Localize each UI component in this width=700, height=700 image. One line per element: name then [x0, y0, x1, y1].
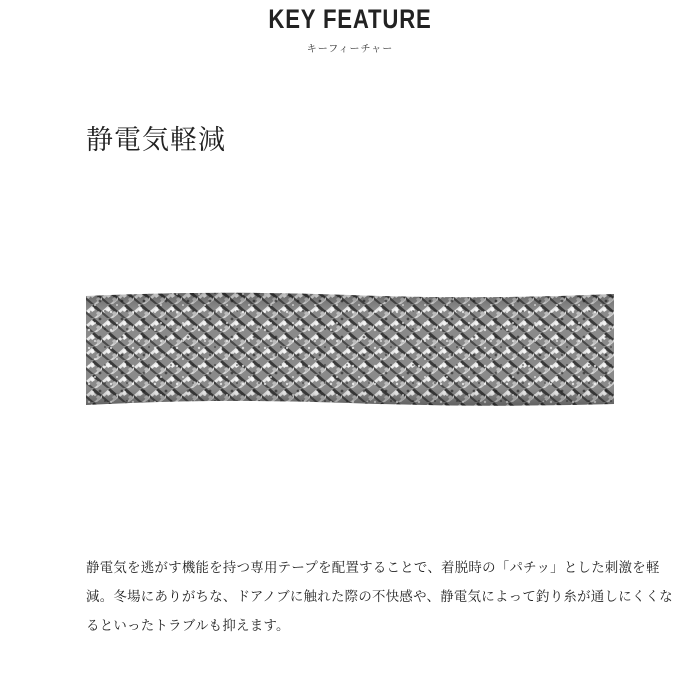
header-subtitle: キーフィーチャー — [306, 44, 394, 55]
braided-tape-image — [86, 290, 614, 408]
description-line: 静電気を逃がす機能を持つ専用テープを配置することで、着脱時の「パチッ」とした刺激を軽 — [86, 561, 660, 576]
header-title: KEY FEATURE — [268, 4, 432, 34]
description-line: 減。冬場にありがちな、ドアノブに触れた際の不快感や、静電気によって釣り糸が通しにくくな — [86, 590, 673, 605]
feature-description — [86, 554, 673, 641]
feature-heading: 静電気軽減 — [86, 125, 226, 156]
description-line: るといったトラブルも抑えます。 — [86, 619, 290, 634]
